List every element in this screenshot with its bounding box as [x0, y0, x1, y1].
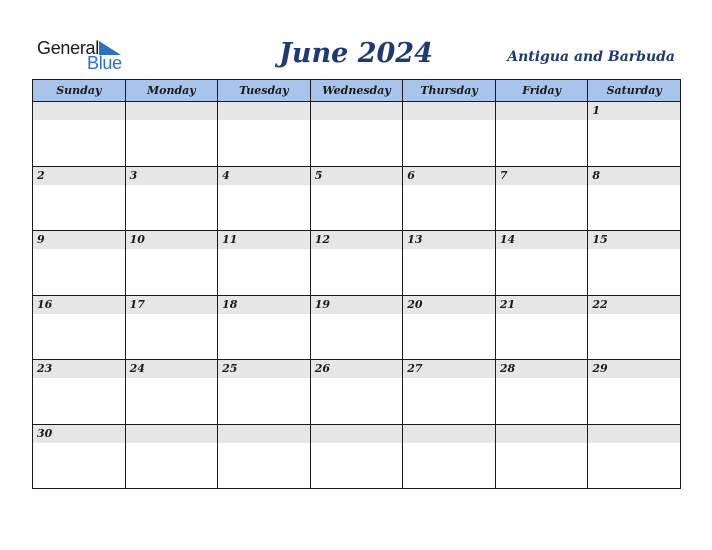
- day-cell[interactable]: [218, 231, 311, 296]
- day-cell[interactable]: [495, 295, 588, 360]
- day-number: [218, 102, 310, 120]
- day-number: 12: [311, 231, 403, 249]
- calendar-grid: [32, 79, 681, 489]
- week-row: [33, 424, 681, 489]
- day-number: 22: [588, 296, 680, 314]
- day-number: 3: [126, 167, 218, 185]
- day-cell[interactable]: [588, 295, 681, 360]
- day-number: 26: [311, 360, 403, 378]
- weekday-friday: Friday: [495, 80, 588, 102]
- day-number: 2: [33, 167, 125, 185]
- day-cell[interactable]: [33, 231, 126, 296]
- day-number: 14: [496, 231, 588, 249]
- week-row: [33, 102, 681, 167]
- day-cell[interactable]: [588, 102, 681, 167]
- month-title: June 2024: [279, 38, 433, 69]
- day-cell[interactable]: [310, 102, 403, 167]
- day-cell[interactable]: [33, 295, 126, 360]
- day-cell[interactable]: [33, 424, 126, 489]
- day-cell[interactable]: [33, 360, 126, 425]
- day-number: 15: [588, 231, 680, 249]
- day-cell[interactable]: [310, 424, 403, 489]
- day-number: 18: [218, 296, 310, 314]
- day-number: 8: [588, 167, 680, 185]
- day-number: 23: [33, 360, 125, 378]
- weekday-tuesday: Tuesday: [218, 80, 311, 102]
- day-number: 1: [588, 102, 680, 120]
- day-number: [403, 102, 495, 120]
- logo-word-general: General: [37, 38, 99, 58]
- day-number: 4: [218, 167, 310, 185]
- day-cell[interactable]: [125, 424, 218, 489]
- day-cell[interactable]: [218, 360, 311, 425]
- day-cell[interactable]: [495, 166, 588, 231]
- day-cell[interactable]: [125, 295, 218, 360]
- week-row: [33, 166, 681, 231]
- day-cell[interactable]: [403, 295, 496, 360]
- day-number: 6: [403, 167, 495, 185]
- day-number: 5: [311, 167, 403, 185]
- day-number: 19: [311, 296, 403, 314]
- day-number: 16: [33, 296, 125, 314]
- day-number: 28: [496, 360, 588, 378]
- day-cell[interactable]: [218, 102, 311, 167]
- day-number: 29: [588, 360, 680, 378]
- day-number: 24: [126, 360, 218, 378]
- day-number: 20: [403, 296, 495, 314]
- day-cell[interactable]: [33, 102, 126, 167]
- weekday-thursday: Thursday: [403, 80, 496, 102]
- day-cell[interactable]: [125, 166, 218, 231]
- day-cell[interactable]: [588, 424, 681, 489]
- day-cell[interactable]: [218, 166, 311, 231]
- week-row: [33, 231, 681, 296]
- day-number: 21: [496, 296, 588, 314]
- weekday-saturday: Saturday: [588, 80, 681, 102]
- day-cell[interactable]: [588, 231, 681, 296]
- day-number: [588, 425, 680, 443]
- day-number: [33, 102, 125, 120]
- day-cell[interactable]: [403, 231, 496, 296]
- day-cell[interactable]: [125, 231, 218, 296]
- weekday-monday: Monday: [125, 80, 218, 102]
- day-number: 11: [218, 231, 310, 249]
- day-number: [311, 102, 403, 120]
- day-number: 25: [218, 360, 310, 378]
- day-number: 10: [126, 231, 218, 249]
- day-number: 9: [33, 231, 125, 249]
- day-number: [403, 425, 495, 443]
- weekday-sunday: Sunday: [33, 80, 126, 102]
- day-cell[interactable]: [588, 166, 681, 231]
- day-cell[interactable]: [403, 102, 496, 167]
- logo-word-blue: Blue: [87, 53, 122, 73]
- day-cell[interactable]: [495, 102, 588, 167]
- day-number: 7: [496, 167, 588, 185]
- country-name: Antigua and Barbuda: [507, 49, 675, 65]
- day-number: [496, 102, 588, 120]
- week-row: [33, 295, 681, 360]
- weekday-wednesday: Wednesday: [310, 80, 403, 102]
- day-cell[interactable]: [403, 424, 496, 489]
- day-number: 30: [33, 425, 125, 443]
- day-cell[interactable]: [310, 166, 403, 231]
- weekday-header-row: [33, 80, 681, 102]
- day-number: 13: [403, 231, 495, 249]
- day-cell[interactable]: [588, 360, 681, 425]
- day-cell[interactable]: [495, 360, 588, 425]
- day-cell[interactable]: [403, 360, 496, 425]
- day-number: [311, 425, 403, 443]
- day-number: [496, 425, 588, 443]
- day-cell[interactable]: [218, 424, 311, 489]
- day-cell[interactable]: [310, 231, 403, 296]
- day-number: 27: [403, 360, 495, 378]
- day-cell[interactable]: [218, 295, 311, 360]
- day-cell[interactable]: [495, 231, 588, 296]
- day-cell[interactable]: [33, 166, 126, 231]
- day-number: [218, 425, 310, 443]
- day-cell[interactable]: [495, 424, 588, 489]
- day-number: [126, 425, 218, 443]
- day-cell[interactable]: [403, 166, 496, 231]
- week-row: [33, 360, 681, 425]
- day-cell[interactable]: [125, 102, 218, 167]
- day-number: 17: [126, 296, 218, 314]
- day-cell[interactable]: [310, 360, 403, 425]
- day-cell[interactable]: [310, 295, 403, 360]
- day-number: [126, 102, 218, 120]
- day-cell[interactable]: [125, 360, 218, 425]
